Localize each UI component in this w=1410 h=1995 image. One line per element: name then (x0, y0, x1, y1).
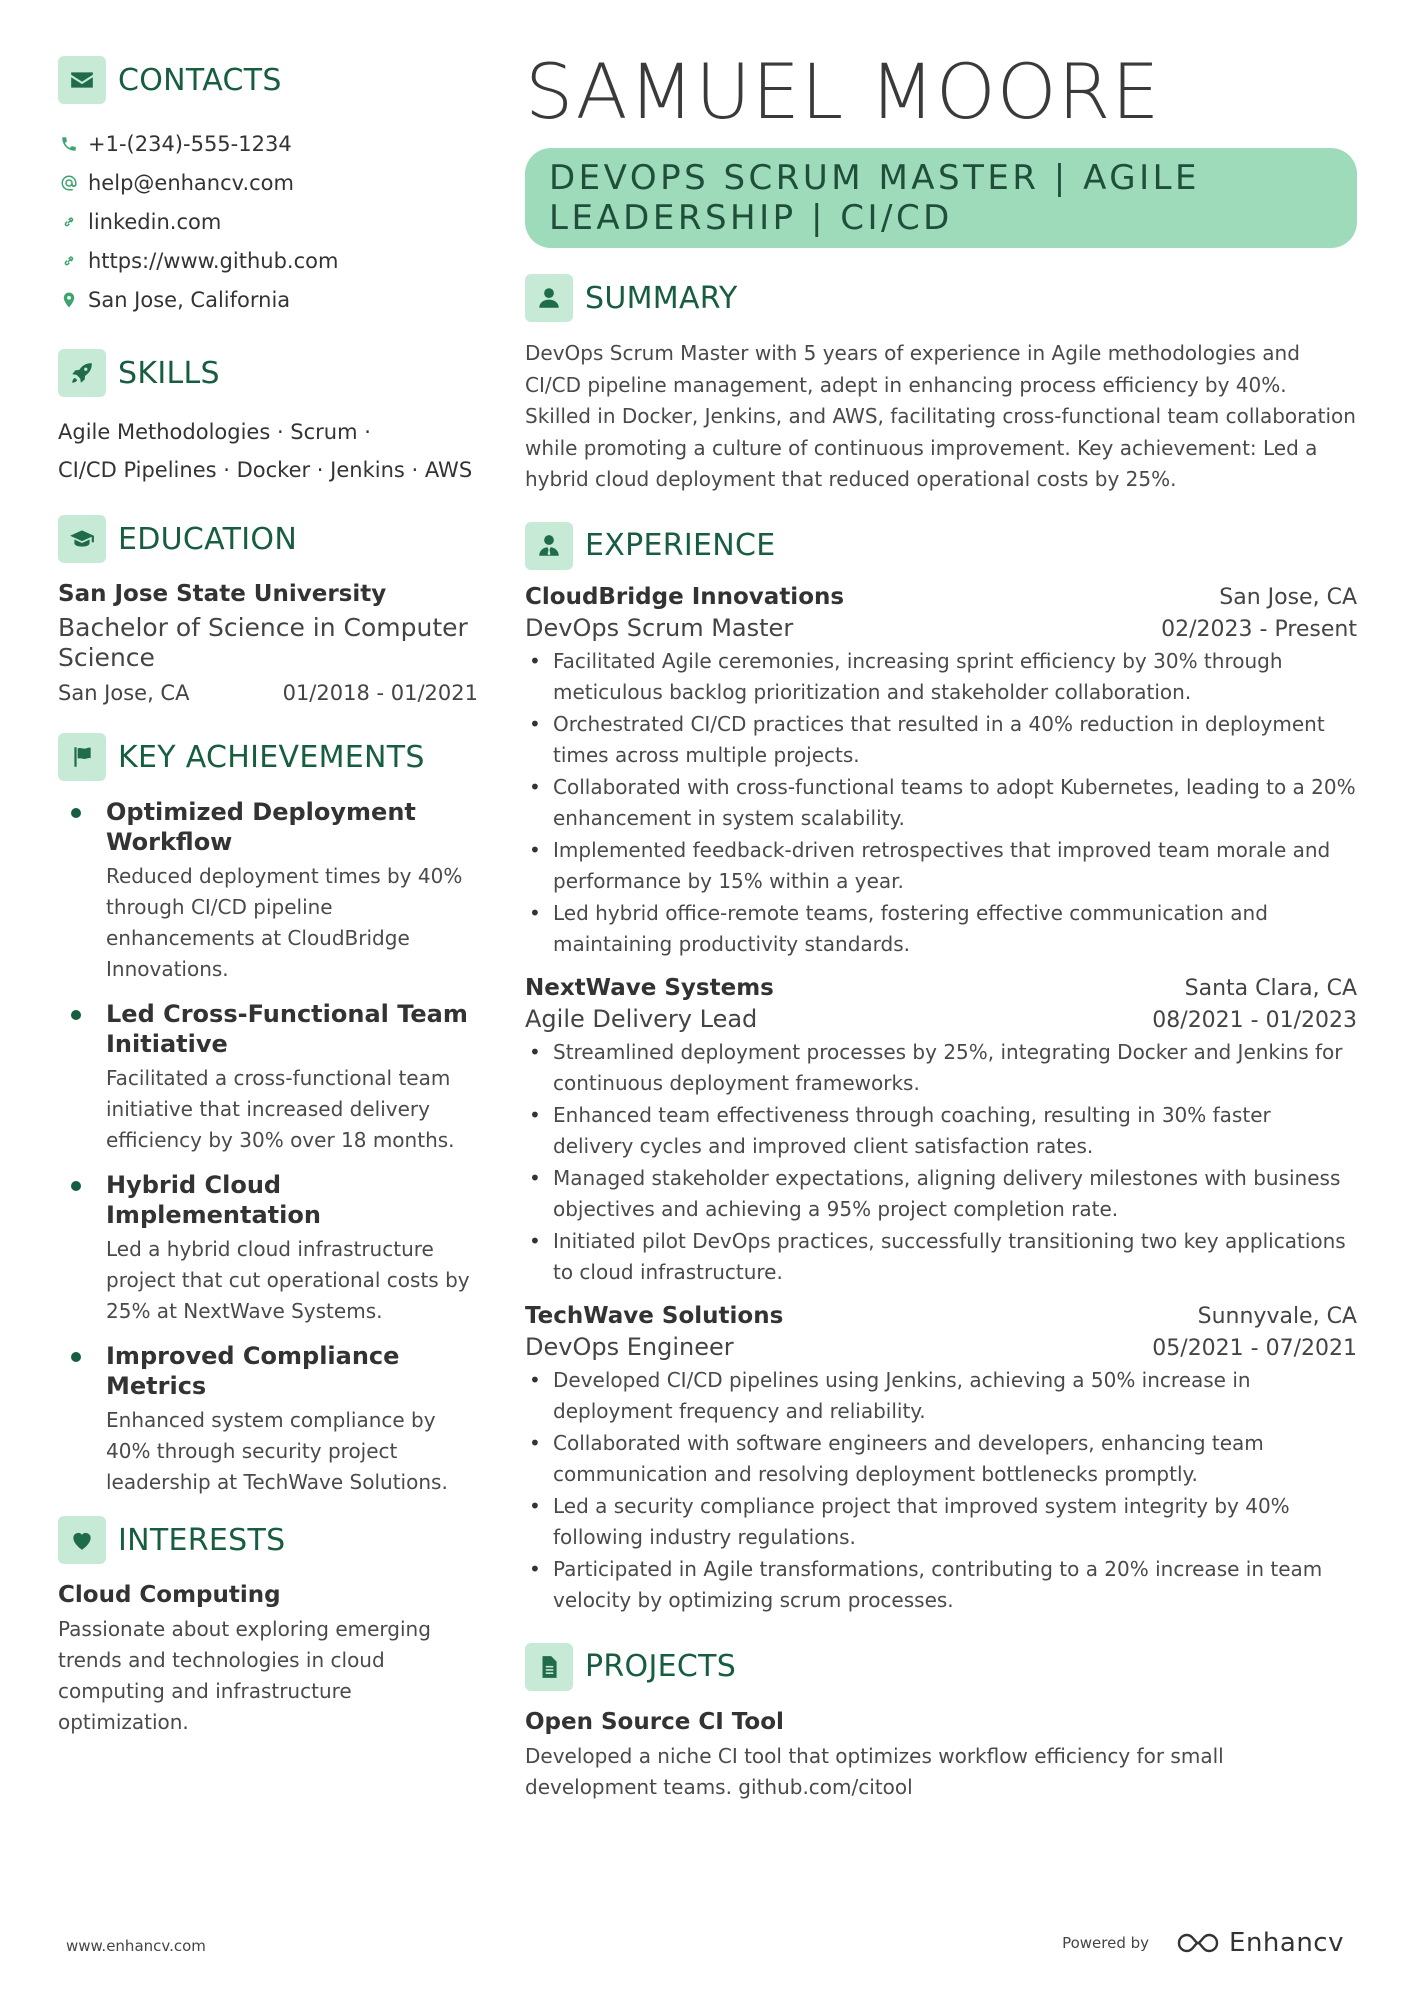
link-icon (58, 211, 80, 233)
job-bullet: • Collaborated with cross-functional teams to adopt Kubernetes, leading to a 20% enhancement in system scalability. (525, 772, 1357, 835)
summary-text: DevOps Scrum Master with 5 years of experience in Agile methodologies and CI/CD pipeline management, adept in enhancing process efficiency by 40%. Skilled in Docker, Jenkins, and AWS, facilitating cross-functional team collaboration while promoting a culture of continuous improvement. Key achievement: Led a hybrid cloud deployment that reduced operational costs by 25%. (525, 341, 1356, 491)
job-bullet: • Led a security compliance project that improved system integrity by 40% following industry regulations. (525, 1491, 1357, 1554)
achievement-item: Hybrid Cloud Implementation Led a hybrid cloud infrastructure project that cut operational costs by 25% at NextWave Systems. (58, 1170, 478, 1327)
interest-title: Cloud Computing (58, 1582, 281, 1608)
job-bullets (525, 1365, 1357, 1617)
job-bullet: • Collaborated with software engineers and developers, enhancing team communication and resolving deployment bottlenecks promptly. (525, 1428, 1357, 1491)
job-bullet: • Managed stakeholder expectations, aligning delivery milestones with business objectives and achieving a 95% project completion rate. (525, 1163, 1357, 1226)
brand-name: Enhancv (1229, 1928, 1344, 1958)
job-location: San Jose, CA (1219, 584, 1357, 610)
envelope-icon (58, 56, 106, 104)
job-dates: 08/2021 - 01/2023 (1152, 1007, 1357, 1033)
job-bullets (525, 646, 1357, 961)
document-icon (525, 1643, 573, 1691)
job-bullet: • Orchestrated CI/CD practices that resulted in a 40% reduction in deployment times across multiple projects. (525, 709, 1357, 772)
job-location: Santa Clara, CA (1184, 975, 1357, 1001)
user-tie-icon (525, 522, 573, 570)
link-icon (58, 250, 80, 272)
contact-linkedin[interactable]: linkedin.com (58, 202, 478, 241)
contact-phone: +1-(234)-555-1234 (58, 124, 478, 163)
right-column (525, 47, 1357, 1804)
at-icon (58, 172, 80, 194)
job-entry (525, 584, 1357, 961)
left-column (58, 56, 478, 1738)
candidate-title: DEVOPS SCRUM MASTER | AGILE LEADERSHIP | CI/CD (549, 158, 1201, 238)
job-bullet: • Facilitated Agile ceremonies, increasing sprint efficiency by 30% through meticulous backlog prioritization and stakeholder collaboration. (525, 646, 1357, 709)
education-location: San Jose, CA (58, 681, 190, 705)
skills-list: Agile Methodologies · Scrum · CI/CD Pipelines · Docker · Jenkins · AWS (58, 420, 473, 482)
job-dates: 05/2021 - 07/2021 (1152, 1335, 1357, 1361)
summary-heading: SUMMARY (525, 274, 1357, 322)
job-bullet: • Initiated pilot DevOps practices, successfully transitioning two key applications to cloud infrastructure. (525, 1226, 1357, 1289)
job-bullet: • Participated in Agile transformations, contributing to a 20% increase in team velocity by optimizing scrum processes. (525, 1554, 1357, 1617)
contact-email[interactable]: help@enhancv.com (58, 163, 478, 202)
job-role: Agile Delivery Lead (525, 1004, 758, 1033)
map-pin-icon (58, 289, 80, 311)
job-role: DevOps Scrum Master (525, 613, 794, 642)
brand-logo[interactable] (1175, 1928, 1344, 1958)
job-location: Sunnyvale, CA (1197, 1303, 1357, 1329)
job-dates: 02/2023 - Present (1161, 616, 1357, 642)
skills-heading: SKILLS (58, 349, 478, 397)
interest-description: Passionate about exploring emerging trends and technologies in cloud computing and infrastructure optimization. (58, 1617, 431, 1734)
job-bullet: • Developed CI/CD pipelines using Jenkins, achieving a 50% increase in deployment frequency and reliability. (525, 1365, 1357, 1428)
achievement-item: Led Cross-Functional Team Initiative Facilitated a cross-functional team initiative that increased delivery efficiency by 30% over 18 months. (58, 999, 478, 1156)
footer-website[interactable]: www.enhancv.com (66, 1937, 206, 1955)
job-bullet: • Led hybrid office-remote teams, fostering effective communication and maintaining productivity standards. (525, 898, 1357, 961)
graduation-cap-icon (58, 515, 106, 563)
education-degree: Bachelor of Science in Computer Science (58, 613, 468, 672)
bullet-dot (71, 808, 81, 818)
education-dates: 01/2018 - 01/2021 (282, 681, 478, 705)
contacts-heading: CONTACTS (58, 56, 478, 104)
achievement-item: Optimized Deployment Workflow Reduced deployment times by 40% through CI/CD pipeline enhancements at CloudBridge Innovations. (58, 797, 478, 985)
heart-icon (58, 1516, 106, 1564)
achievements-heading: KEY ACHIEVEMENTS (58, 733, 478, 781)
job-entry (525, 975, 1357, 1289)
projects-heading: PROJECTS (525, 1643, 1357, 1691)
job-entry (525, 1303, 1357, 1617)
job-company: TechWave Solutions (525, 1302, 784, 1329)
candidate-name: SAMUEL MOORE (525, 47, 1161, 136)
education-school: San Jose State University (58, 581, 387, 607)
title-banner (525, 148, 1357, 248)
contact-github[interactable]: https://www.github.com (58, 241, 478, 280)
job-bullets (525, 1037, 1357, 1289)
powered-by-label: Powered by (1062, 1934, 1150, 1952)
achievements-list (58, 797, 478, 1498)
project-description: Developed a niche CI tool that optimizes workflow efficiency for small development teams. github.com/citool (525, 1743, 1224, 1799)
user-icon (525, 274, 573, 322)
enhancv-logo-icon (1175, 1930, 1221, 1956)
bullet-dot (71, 1181, 81, 1191)
contact-location: San Jose, California (58, 280, 478, 319)
job-company: NextWave Systems (525, 974, 774, 1001)
job-bullet: • Implemented feedback-driven retrospectives that improved team morale and performance by 15% within a year. (525, 835, 1357, 898)
job-bullet: • Streamlined deployment processes by 25%, integrating Docker and Jenkins for continuous deployment frameworks. (525, 1037, 1357, 1100)
bullet-dot (71, 1010, 81, 1020)
achievement-item: Improved Compliance Metrics Enhanced system compliance by 40% through security project leadership at TechWave Solutions. (58, 1341, 478, 1498)
rocket-icon (58, 349, 106, 397)
job-company: CloudBridge Innovations (525, 583, 845, 610)
interests-heading: INTERESTS (58, 1516, 478, 1564)
phone-icon (58, 133, 80, 155)
flag-icon (58, 733, 106, 781)
bullet-dot (71, 1352, 81, 1362)
contact-list (58, 124, 478, 319)
project-title: Open Source CI Tool (525, 1708, 784, 1735)
education-heading: EDUCATION (58, 515, 478, 563)
education-meta (58, 681, 478, 705)
footer-branding (1062, 1928, 1344, 1958)
experience-heading: EXPERIENCE (525, 522, 1357, 570)
job-bullet: • Enhanced team effectiveness through coaching, resulting in 30% faster delivery cycles and improved client satisfaction rates. (525, 1100, 1357, 1163)
job-role: DevOps Engineer (525, 1332, 734, 1361)
